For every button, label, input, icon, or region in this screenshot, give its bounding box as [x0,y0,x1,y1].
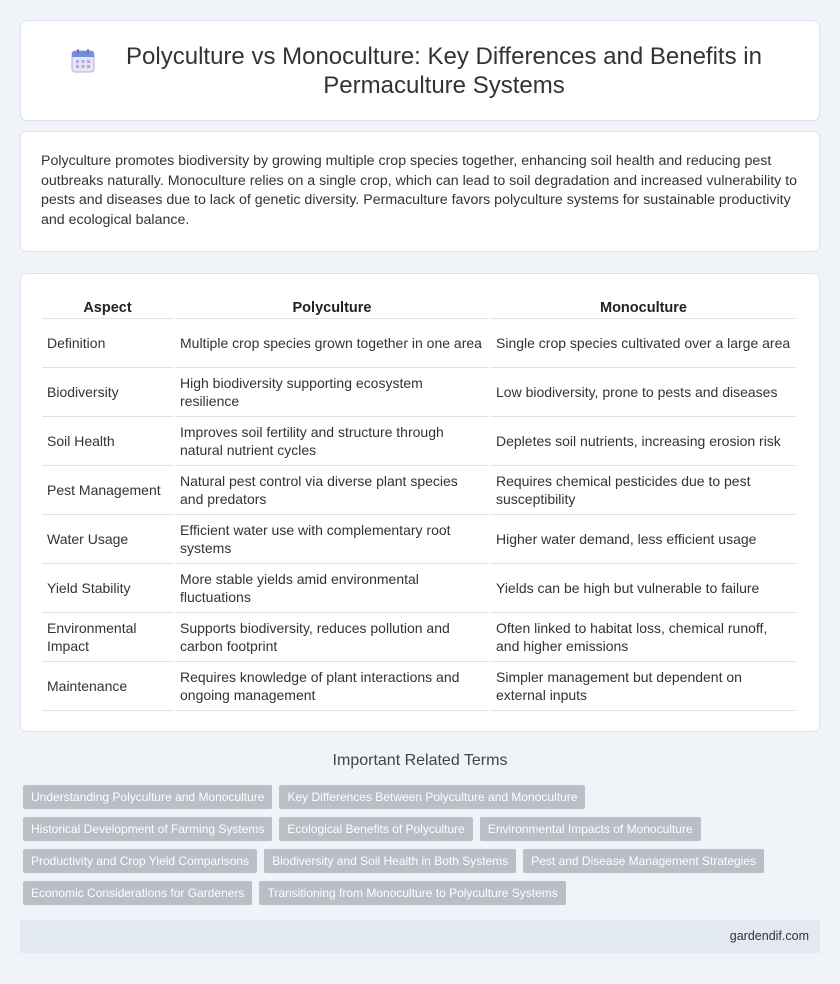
header-aspect: Aspect [42,294,173,319]
table-row [42,613,796,662]
cell-aspect: Maintenance [42,662,173,711]
cell-aspect: Pest Management [42,466,173,515]
cell-aspect: Biodiversity [42,368,173,417]
table-row [42,564,796,613]
header-card [20,20,820,121]
intro-card [20,131,820,252]
cell-monoculture: Requires chemical pesticides due to pest susceptibility [491,466,796,515]
related-term-tag[interactable]: Biodiversity and Soil Health in Both Systems [264,849,516,873]
cell-aspect: Yield Stability [42,564,173,613]
table-row [42,466,796,515]
footer-site-link[interactable]: gardendif.com [729,929,809,943]
table-row [42,515,796,564]
cell-monoculture: Depletes soil nutrients, increasing erosion risk [491,417,796,466]
cell-aspect: Environmental Impact [42,613,173,662]
footer [20,920,820,953]
page-title: Polyculture vs Monoculture: Key Differences and Benefits in Permaculture Systems [126,42,762,99]
related-term-tag[interactable]: Ecological Benefits of Polyculture [279,817,472,841]
cell-aspect: Water Usage [42,515,173,564]
cell-polyculture: Multiple crop species grown together in one area [175,319,489,368]
cell-monoculture: Single crop species cultivated over a large area [491,319,796,368]
related-terms-title: Important Related Terms [332,752,508,769]
related-term-tag[interactable]: Environmental Impacts of Monoculture [480,817,701,841]
table-row [42,368,796,417]
related-term-tag[interactable]: Key Differences Between Polyculture and Monoculture [279,785,585,809]
header-polyculture: Polyculture [175,294,489,319]
cell-monoculture: Low biodiversity, prone to pests and diseases [491,368,796,417]
related-terms-list [23,785,803,913]
cell-polyculture: Natural pest control via diverse plant species and predators [175,466,489,515]
tag-row [23,881,803,905]
cell-polyculture: Supports biodiversity, reduces pollution and carbon footprint [175,613,489,662]
related-term-tag[interactable]: Transitioning from Monoculture to Polyculture Systems [259,881,565,905]
tag-row [23,849,803,873]
table-row [42,319,796,368]
tag-row [23,817,803,841]
cell-aspect: Definition [42,319,173,368]
table-row [42,662,796,711]
comparison-card [20,273,820,732]
tag-row [23,785,803,809]
related-term-tag[interactable]: Historical Development of Farming Systems [23,817,272,841]
comparison-table [40,294,798,711]
header-monoculture: Monoculture [491,294,796,319]
cell-polyculture: High biodiversity supporting ecosystem resilience [175,368,489,417]
cell-polyculture: More stable yields amid environmental fluctuations [175,564,489,613]
related-term-tag[interactable]: Understanding Polyculture and Monoculture [23,785,272,809]
cell-monoculture: Simpler management but dependent on external inputs [491,662,796,711]
table-header-row [42,294,796,319]
calendar-icon [70,48,96,74]
cell-polyculture: Requires knowledge of plant interactions and ongoing management [175,662,489,711]
intro-text: Polyculture promotes biodiversity by growing multiple crop species together, enhancing soil health and reducing pest outbreaks naturally. Monoculture relies on a single crop, which can lead to soil degradation and increased vulnerability to pests and diseases due to lack of genetic diversity. Permaculture favors polyculture systems for sustainable productivity and ecological balance. [41,153,798,228]
cell-monoculture: Higher water demand, less efficient usage [491,515,796,564]
cell-polyculture: Efficient water use with complementary root systems [175,515,489,564]
table-row [42,417,796,466]
related-term-tag[interactable]: Economic Considerations for Gardeners [23,881,252,905]
related-term-tag[interactable]: Pest and Disease Management Strategies [523,849,764,873]
cell-polyculture: Improves soil fertility and structure through natural nutrient cycles [175,417,489,466]
cell-aspect: Soil Health [42,417,173,466]
related-term-tag[interactable]: Productivity and Crop Yield Comparisons [23,849,257,873]
cell-monoculture: Yields can be high but vulnerable to failure [491,564,796,613]
cell-monoculture: Often linked to habitat loss, chemical runoff, and higher emissions [491,613,796,662]
